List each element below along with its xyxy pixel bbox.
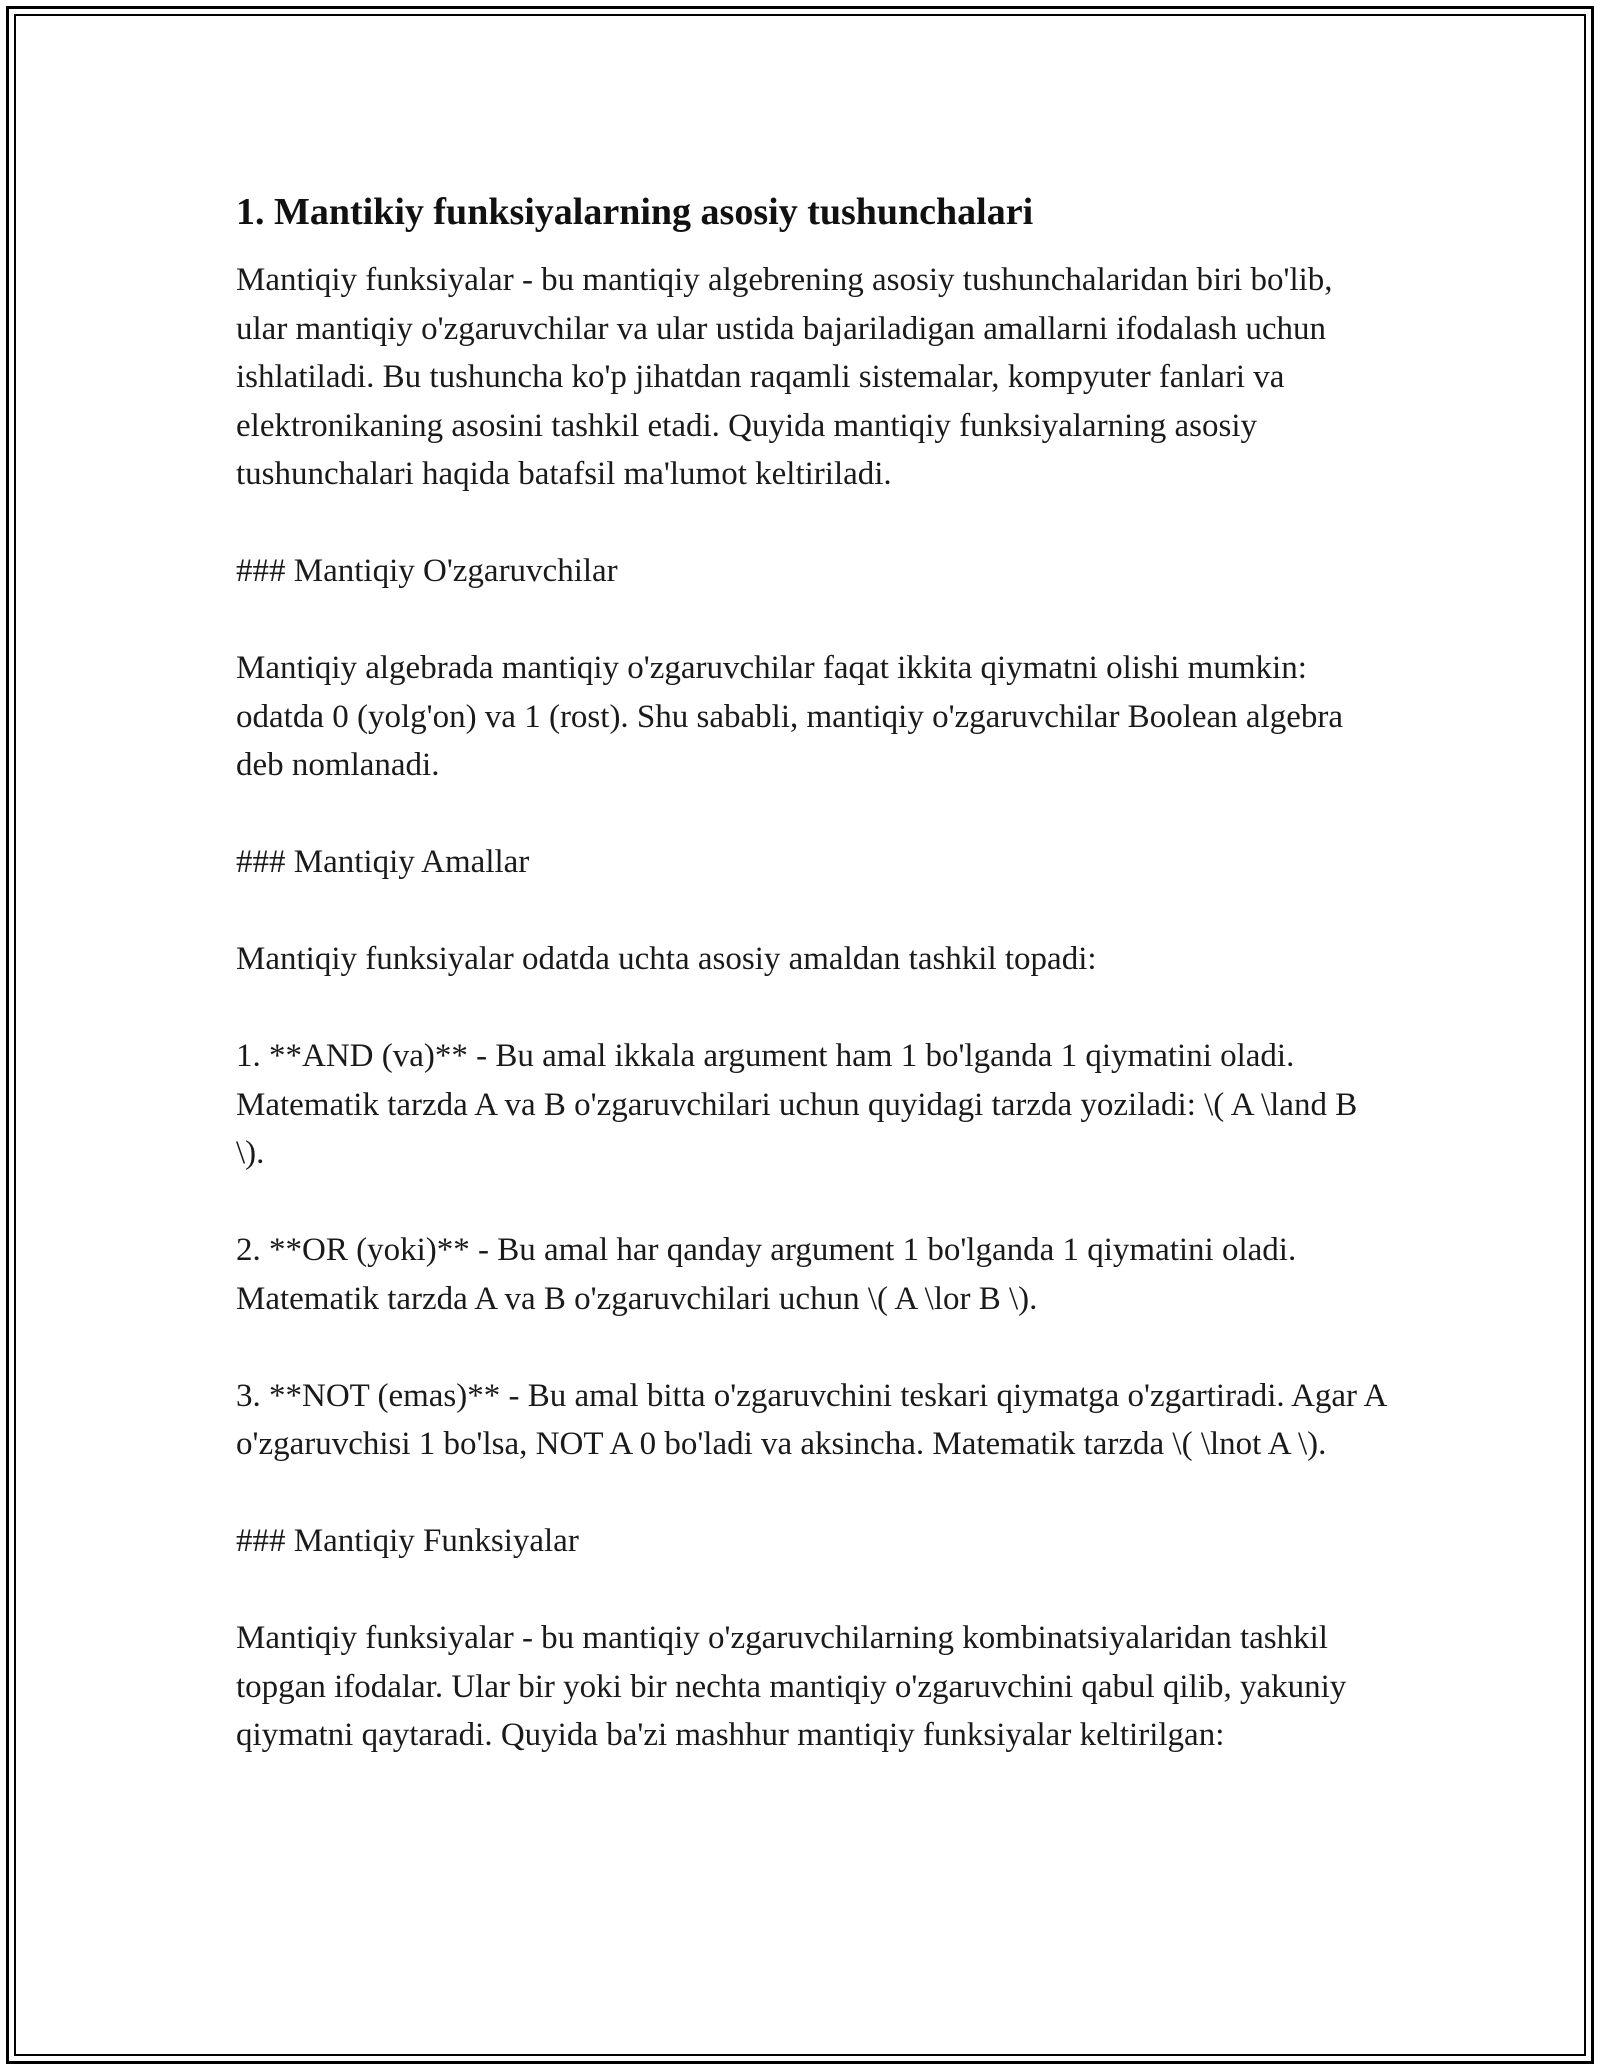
- list-item-or: 2. **OR (yoki)** - Bu amal har qanday argument 1 bo'lganda 1 qiymatini oladi. Matematik tarzda A va B o'zgaruvchilari uchun \( A \lor B \).: [236, 1232, 1297, 1317]
- list-item-not: 3. **NOT (emas)** - Bu amal bitta o'zgaruvchini teskari qiymatga o'zgartiradi. Agar A o'zgaruvchisi 1 bo'lsa, NOT A 0 bo'ladi va aksincha. Matematik tarzda \( \lnot A \).: [236, 1377, 1386, 1462]
- paragraph-ozgaruvchilar: Mantiqiy algebrada mantiqiy o'zgaruvchilar faqat ikkita qiymatni olishi mumkin: odatda 0 (yolg'on) va 1 (rost). Shu sababli, mantiqiy o'zgaruvchilar Boolean algebra deb nomlanadi.: [236, 650, 1343, 783]
- paragraph-intro: Mantiqiy funksiyalar - bu mantiqiy algebrening asosiy tushunchalaridan biri bo'lib, ular mantiqiy o'zgaruvchilar va ular ustida bajariladigan amallarni ifodalash uchun ishlatiladi. Bu tushuncha ko'p jihatdan raqamli sistemalar, kompyuter fanlari va elektronikaning asosini tashkil etadi. Quyida mantiqiy funksiyalarning asosiy tushunchalari haqida batafsil ma'lumot keltiriladi.: [236, 262, 1333, 492]
- paragraph-funksiyalar: Mantiqiy funksiyalar - bu mantiqiy o'zgaruvchilarning kombinatsiyalaridan tashkil topgan ifodalar. Ular bir yoki bir nechta mantiqiy o'zgaruvchini qabul qilib, yakuniy qiymatni qaytaradi. Quyida ba'zi mashhur mantiqiy funksiyalar keltirilgan:: [236, 1620, 1347, 1753]
- subheading-ozgaruvchilar: ### Mantiqiy O'zgaruvchilar: [236, 553, 618, 589]
- document-page: [236, 186, 1386, 1760]
- document-title: 1. Mantikiy funksiyalarning asosiy tushunchalari: [236, 191, 1034, 233]
- list-item-and: 1. **AND (va)** - Bu amal ikkala argument ham 1 bo'lganda 1 qiymatini oladi. Matematik tarzda A va B o'zgaruvchilari uchun quyidagi tarzda yoziladi: \( A \land B \).: [236, 1038, 1358, 1171]
- paragraph-amallar-intro: Mantiqiy funksiyalar odatda uchta asosiy amaldan tashkil topadi:: [236, 941, 1097, 977]
- subheading-amallar: ### Mantiqiy Amallar: [236, 844, 530, 880]
- subheading-funksiyalar: ### Mantiqiy Funksiyalar: [236, 1523, 579, 1559]
